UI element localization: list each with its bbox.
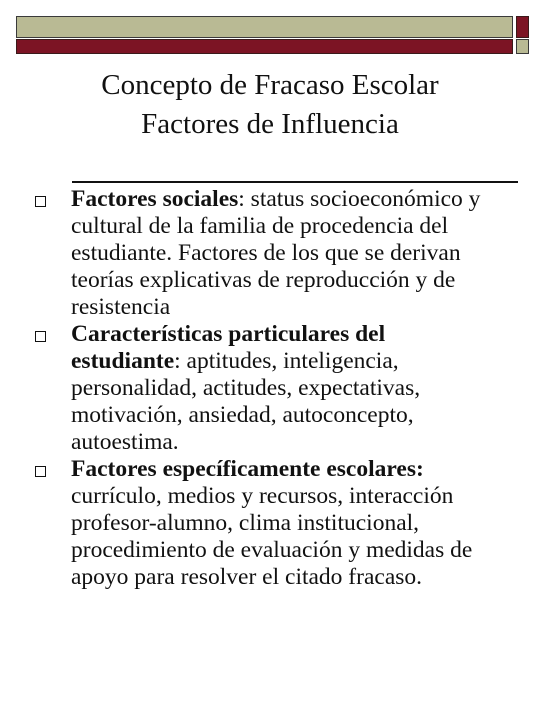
bullet-text: currículo, medios y recursos, interacción profesor-alumno, clima institucional, procedimiento de evaluación y medidas de apoyo para resolver el citado fracaso. — [71, 483, 473, 590]
bullet-text: : status socioeconómico y cultural de la familia de procedencia del estudiante. Factores de los que se derivan teorías explicativas de reproducción y de resistencia — [71, 186, 481, 320]
bullet-lead: Características particulares del estudiante — [71, 321, 386, 374]
slide-title — [0, 66, 540, 144]
bullet-list — [0, 186, 540, 591]
list-item-factores-sociales — [0, 186, 540, 321]
bullet-text: : aptitudes, inteligencia, personalidad, actitudes, expectativas, motivación, ansiedad, autoconcepto, autoestima. — [71, 348, 421, 455]
bullet-lead: Factores sociales — [71, 186, 239, 212]
hollow-square-bullet-icon — [35, 196, 46, 207]
list-item-factores-escolares — [0, 456, 540, 591]
bullet-lead: Factores específicamente escolares: — [71, 456, 424, 482]
slide-title-line-2: Factores de Influencia — [141, 108, 399, 140]
top-decor-bar-maroon — [16, 39, 513, 54]
top-decor-square-olive — [516, 39, 529, 54]
title-divider — [72, 181, 518, 183]
slide-title-line-1: Concepto de Fracaso Escolar — [101, 69, 439, 101]
top-decor-bar-olive — [16, 16, 513, 38]
top-decor-square-maroon — [516, 16, 529, 38]
hollow-square-bullet-icon — [35, 331, 46, 342]
hollow-square-bullet-icon — [35, 466, 46, 477]
list-item-caracteristicas-estudiante — [0, 321, 540, 456]
